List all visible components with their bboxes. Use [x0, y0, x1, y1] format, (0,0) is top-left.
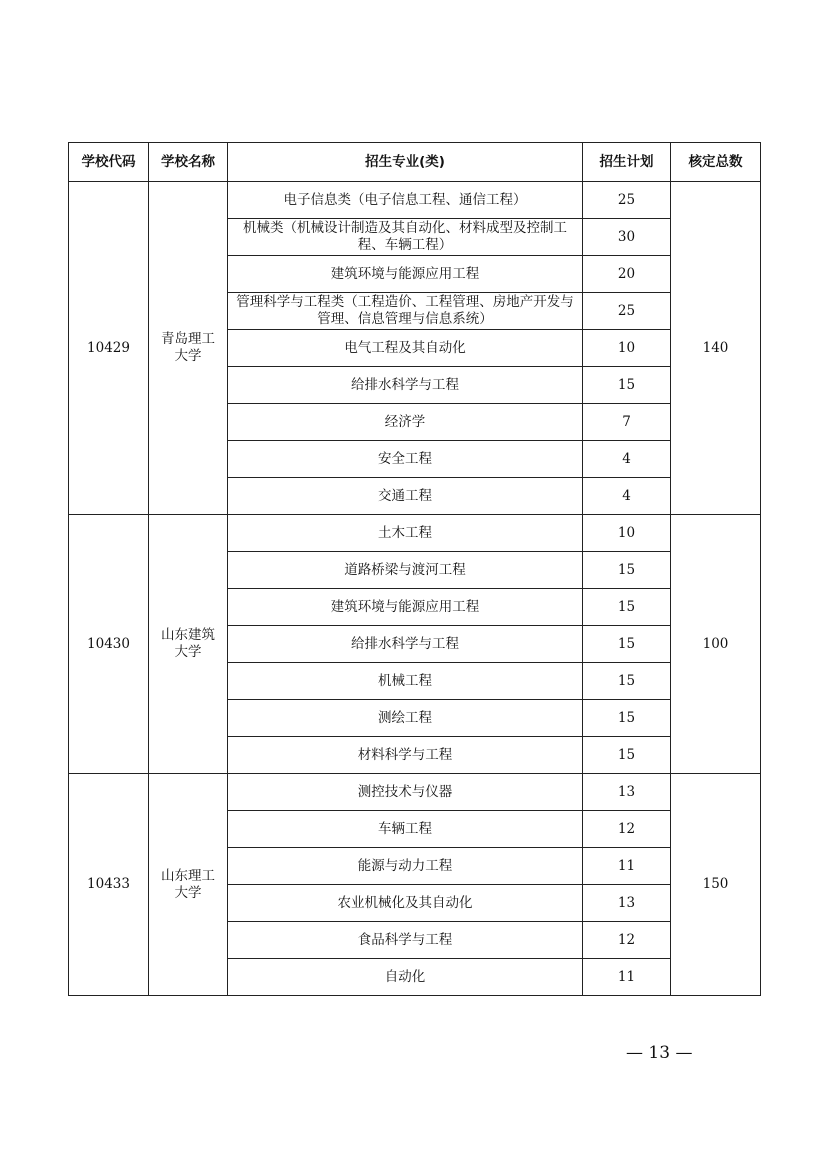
plan-cell: 4 — [583, 441, 671, 478]
plan-cell: 11 — [583, 848, 671, 885]
header-school-name: 学校名称 — [149, 143, 228, 182]
major-cell: 经济学 — [228, 404, 583, 441]
school-code-cell: 10433 — [69, 774, 149, 996]
major-cell: 电子信息类（电子信息工程、通信工程） — [228, 182, 583, 219]
major-cell: 测控技术与仪器 — [228, 774, 583, 811]
plan-cell: 4 — [583, 478, 671, 515]
school-name-cell: 山东理工大学 — [149, 774, 228, 996]
header-school-code: 学校代码 — [69, 143, 149, 182]
header-total: 核定总数 — [671, 143, 761, 182]
school-code-cell: 10429 — [69, 182, 149, 515]
enrollment-plan-table — [68, 142, 761, 996]
table-header-row — [69, 143, 761, 182]
plan-cell: 10 — [583, 515, 671, 552]
plan-cell: 20 — [583, 256, 671, 293]
plan-cell: 7 — [583, 404, 671, 441]
header-plan: 招生计划 — [583, 143, 671, 182]
plan-cell: 15 — [583, 367, 671, 404]
plan-cell: 25 — [583, 182, 671, 219]
major-cell: 测绘工程 — [228, 700, 583, 737]
plan-cell: 13 — [583, 885, 671, 922]
plan-cell: 15 — [583, 552, 671, 589]
table-row — [69, 182, 761, 219]
major-cell: 能源与动力工程 — [228, 848, 583, 885]
plan-cell: 10 — [583, 330, 671, 367]
major-cell: 食品科学与工程 — [228, 922, 583, 959]
major-cell: 机械工程 — [228, 663, 583, 700]
major-cell: 交通工程 — [228, 478, 583, 515]
major-cell: 机械类（机械设计制造及其自动化、材料成型及控制工程、车辆工程） — [228, 219, 583, 256]
major-cell: 安全工程 — [228, 441, 583, 478]
plan-cell: 15 — [583, 626, 671, 663]
plan-cell: 13 — [583, 774, 671, 811]
plan-cell: 15 — [583, 663, 671, 700]
major-cell: 电气工程及其自动化 — [228, 330, 583, 367]
total-cell: 100 — [671, 515, 761, 774]
major-cell: 给排水科学与工程 — [228, 367, 583, 404]
total-cell: 140 — [671, 182, 761, 515]
major-cell: 土木工程 — [228, 515, 583, 552]
major-cell: 给排水科学与工程 — [228, 626, 583, 663]
major-cell: 自动化 — [228, 959, 583, 996]
major-cell: 道路桥梁与渡河工程 — [228, 552, 583, 589]
plan-cell: 25 — [583, 293, 671, 330]
plan-cell: 12 — [583, 811, 671, 848]
school-code-cell: 10430 — [69, 515, 149, 774]
major-cell: 建筑环境与能源应用工程 — [228, 256, 583, 293]
table-row — [69, 515, 761, 552]
plan-cell: 15 — [583, 737, 671, 774]
school-name-cell: 青岛理工大学 — [149, 182, 228, 515]
plan-cell: 11 — [583, 959, 671, 996]
major-cell: 建筑环境与能源应用工程 — [228, 589, 583, 626]
header-major: 招生专业(类) — [228, 143, 583, 182]
plan-cell: 30 — [583, 219, 671, 256]
plan-cell: 15 — [583, 589, 671, 626]
total-cell: 150 — [671, 774, 761, 996]
table-body — [69, 182, 761, 996]
major-cell: 农业机械化及其自动化 — [228, 885, 583, 922]
plan-cell: 15 — [583, 700, 671, 737]
school-name-cell: 山东建筑大学 — [149, 515, 228, 774]
page-number: — 13 — — [626, 1043, 693, 1063]
major-cell: 车辆工程 — [228, 811, 583, 848]
major-cell: 材料科学与工程 — [228, 737, 583, 774]
plan-cell: 12 — [583, 922, 671, 959]
major-cell: 管理科学与工程类（工程造价、工程管理、房地产开发与管理、信息管理与信息系统） — [228, 293, 583, 330]
table-row — [69, 774, 761, 811]
